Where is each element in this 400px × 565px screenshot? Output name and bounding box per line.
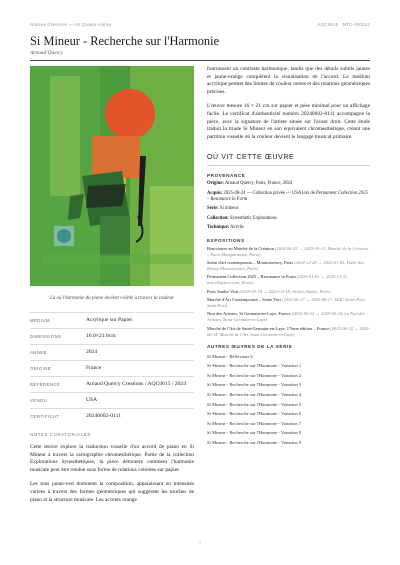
meta-row-certificate: CERTIFICAT 20240602-0111 xyxy=(30,409,194,425)
provenance-series: Série: Si mineur xyxy=(207,206,239,212)
meta-row-reference: RÉFÉRENCE Arnaud Quercy Creations / AQC0615 / 2024 xyxy=(30,377,194,393)
right-column xyxy=(207,66,370,445)
meta-row-origin: ORIGINE France xyxy=(30,361,194,377)
series-link[interactable]: Si Mineur - Recherche sur l'Harmonie - Variation 2 xyxy=(207,372,302,378)
notes-paragraph-continued: fournissent un contraste harmonique, tandis que des détails subtils jaunes et jaune-orange complètent la visualisation de l'accord. Le médium acrylique permet des limites de couleur nettes et des relations géométriques précises. xyxy=(207,66,370,95)
provenance-origin: Origine: Arnaud Quercy, Paris, France, 2024 xyxy=(207,181,293,187)
series-link[interactable]: Si Mineur - Recherche sur l'Harmonie - Variation 5 xyxy=(207,401,302,407)
series-link[interactable]: Si Mineur - Recherche sur l'Harmonie - Variation 1 xyxy=(207,363,302,369)
notes-paragraph-1: Cette œuvre explore la traduction visuelle d'un accord de piano en Si Mineur à travers la cartographie chromesthétique. Partie de la collection Explorations Synesthétiques, la pièce démontre comment l'harmonie musicale peut être rendue sous forme de relations colorées sur papier. xyxy=(30,444,194,473)
notes-paragraph-2: Les tons jaune-vert dominent la composition, apparaissant en intensités variées à travers des formes géométriques qui suggèrent les touches de piano et la structure musicale. Les accents orange xyxy=(30,481,194,503)
exposition-item: Permanent Collection 2025 – Resonance in Form (2025-01-01 → 2025-12-31, artcollapsnet.com, Paris) xyxy=(207,274,349,286)
series-link[interactable]: Si Mineur - Recherche sur l'Harmonie - Variation 6 xyxy=(207,411,302,417)
exposition-item: Rencontres au Marché de la Création (2024-06-23 → 2025-10-13, Marché de la Création – Paris Montparnasse, Paris) xyxy=(207,245,369,257)
series-link[interactable]: Si Mineur - Recherche sur l'Harmonie - Variation 4 xyxy=(207,391,302,397)
series-link[interactable]: Si Mineur - Réflexions 6 xyxy=(207,353,253,359)
notes-paragraph-3: L'œuvre mesure 16 × 21 cm sur papier et pèse minimal pour un affichage facile. Le certificat d'authenticité numéro 20240602-0111 accompagne la pièce, avec la signature de l'artiste située sur l'avant droit. Cette étude traduit la triade Si Mineur en son équivalent chromesthétique, créant une partition visuelle où la couleur devient le langage musical primaire. xyxy=(207,103,370,140)
series-link[interactable]: Si Mineur - Recherche sur l'Harmonie - Variation 9 xyxy=(207,439,302,445)
exposition-item: Nuit des Artistes, St Germain-en-Laye, France (2025-06-24 → 2025-06-24, La Nuit des Artistes, Saint-Germain-en-Laye) xyxy=(207,311,365,323)
page-number: 1 xyxy=(198,540,202,545)
artwork-caption: Là où l'harmonie du piano devient visible à travers la couleur xyxy=(49,296,175,301)
breadcrumb: Notices d'œuvres — Art Quaen Anima xyxy=(30,22,111,27)
page-header xyxy=(30,22,370,32)
provenance-collection: Collection: Synesthetic Explorations xyxy=(207,215,277,221)
meta-row-year: ANNÉE 2024 xyxy=(30,345,194,361)
reference-code: AQC0615 · NTC-000212 xyxy=(317,22,370,27)
exposition-item: Salon d'art contemporain – Montmorency, Paris (2024-12-26 → 2025-01-05, Halle des Roissy-Montmorency, Paris) xyxy=(207,259,364,271)
series-heading: AUTRES ŒUVRES DE LA SÉRIE xyxy=(207,344,293,350)
metadata-table xyxy=(30,312,194,424)
whereabouts-heading: OÙ VIT CETTE ŒUVRE xyxy=(207,154,370,166)
artwork-painting xyxy=(30,66,194,286)
exposition-item: Marché de l'Art de Saint-Germain-en-Laye, 17ème édition – France (2025-06-14 → 2025-06-14, Marché de l'Art, Saint-Germain-en-Laye) xyxy=(207,325,371,337)
meta-row-dimensions: DIMENSIONS 16.0×21.0cm xyxy=(30,329,194,345)
provenance-technique: Technique: Acrylic xyxy=(207,224,245,230)
artist-name: Arnaud Quercy xyxy=(30,50,64,56)
left-column xyxy=(30,66,194,504)
exposition-item: Paris Studio Visit (2025-03-18 → 2025-03-18, Artist's Studio, Paris) xyxy=(207,288,331,294)
artwork-image xyxy=(30,66,194,286)
notes-heading: NOTES CURATORIALES xyxy=(30,432,91,437)
series-link[interactable]: Si Mineur - Recherche sur l'Harmonie - Variation 8 xyxy=(207,430,302,436)
series-link[interactable]: Si Mineur - Recherche sur l'Harmonie - Variation 7 xyxy=(207,420,302,426)
provenance-heading: PROVENANCE xyxy=(207,173,246,179)
exposition-item: Marché d'Art Contemporain – Seine Port (2025-06-17 → 2025-06-17, MAC Seine-Port, Saint-Port) xyxy=(207,296,366,308)
page-title: Si Mineur - Recherche sur l'Harmonie xyxy=(30,34,220,48)
provenance-acquired: Acquis: 2025-08-24 — Collection privée — USA lors de Permanent Collection 2025 – Resonance in Form xyxy=(207,190,368,202)
expositions-heading: EXPOSITIONS xyxy=(207,238,245,244)
series-link[interactable]: Si Mineur - Recherche sur l'Harmonie - Variation 3 xyxy=(207,382,302,388)
meta-row-medium: MÉDIUM Acrylique sur Papier xyxy=(30,313,194,329)
title-divider xyxy=(30,60,370,61)
meta-row-sold: VENDU USA xyxy=(30,393,194,409)
